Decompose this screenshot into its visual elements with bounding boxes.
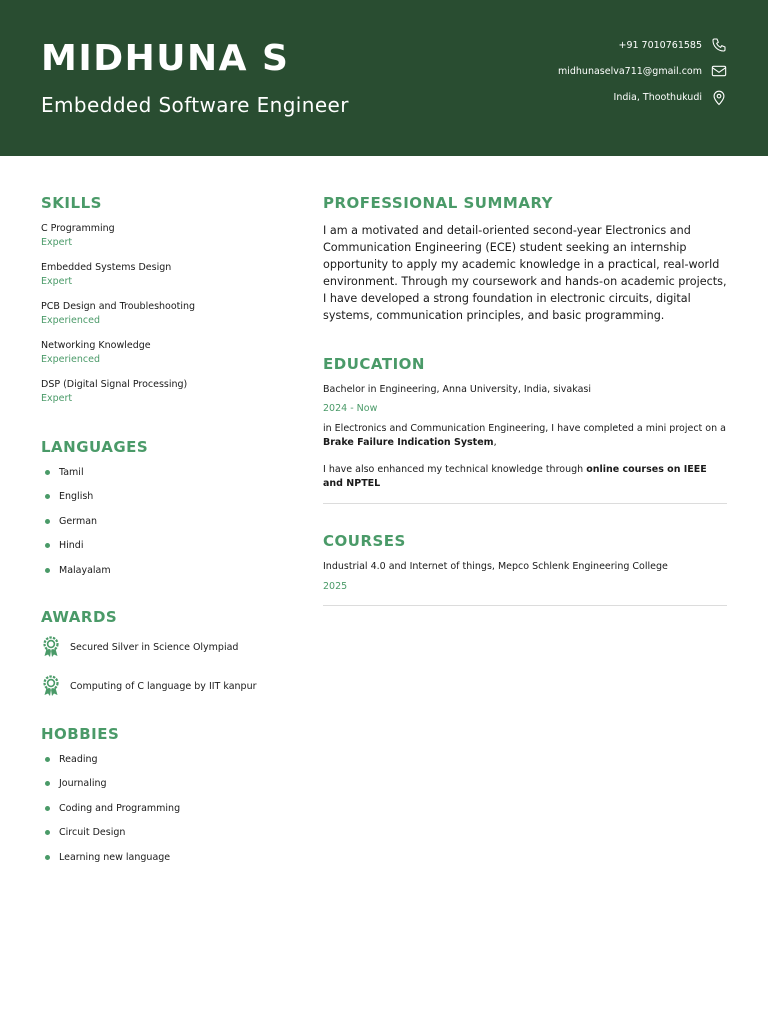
- hobby-name: Learning new language: [59, 851, 171, 863]
- skill-item: [41, 222, 115, 250]
- skill-name: C Programming: [41, 223, 115, 234]
- bullet-icon: [45, 519, 50, 524]
- skill-name: DSP (Digital Signal Processing): [41, 379, 188, 390]
- hobby-name: Circuit Design: [59, 827, 126, 839]
- bullet-icon: [45, 757, 50, 762]
- bullet-icon: [45, 568, 50, 573]
- contact-email: [558, 62, 728, 80]
- bullet-icon: [45, 830, 50, 835]
- section-divider: [323, 605, 727, 606]
- award-item: [41, 636, 238, 658]
- map-pin-icon: [710, 88, 728, 106]
- award-ribbon-icon: [41, 675, 61, 697]
- skill-level: Expert: [41, 237, 73, 248]
- education-dates: 2024 - Now: [323, 403, 378, 414]
- skill-level: Experienced: [41, 315, 101, 326]
- bullet-icon: [45, 781, 50, 786]
- list-item: [45, 772, 180, 797]
- education-description: in Electronics and Communication Engineering, I have completed a mini project on a Brake Failure Indication System,: [323, 423, 726, 448]
- email-address: midhunaselva711@gmail.com: [557, 65, 702, 77]
- mail-icon: [710, 62, 728, 80]
- list-item: [45, 796, 180, 821]
- summary-text: I am a motivated and detail-oriented second-year Electronics and Communication Engineering (ECE) student seeking an internship opportunity to apply my academic knowledge in a practical, real-world environment. Through my coursework and hands-on academic projects, I have developed a strong foundation in electronic circuits, digital systems, communication principles, and basic programming.: [323, 224, 727, 322]
- project-name: Brake Failure Indication System: [323, 437, 494, 448]
- job-title: Embedded Software Engineer: [41, 93, 349, 117]
- skill-level: Experienced: [41, 354, 101, 365]
- online-courses: online courses on IEEE and NPTEL: [323, 464, 707, 489]
- skill-level: Expert: [41, 393, 73, 404]
- skill-name: PCB Design and Troubleshooting: [41, 301, 196, 312]
- contact-phone: [558, 36, 728, 54]
- education-courses-note: I have also enhanced my technical knowledge through online courses on IEEE and NPTEL: [323, 464, 707, 489]
- phone-number: +91 7010761585: [618, 39, 702, 51]
- skill-item: [41, 378, 187, 406]
- language-name: Malayalam: [59, 564, 111, 576]
- bullet-icon: [45, 806, 50, 811]
- list-item: [45, 821, 180, 846]
- skill-name: Embedded Systems Design: [41, 262, 172, 273]
- award-item: [41, 675, 257, 697]
- list-item: [45, 845, 180, 870]
- phone-icon: [710, 36, 728, 54]
- award-text: Computing of C language by IIT kanpur: [70, 680, 257, 692]
- language-name: English: [59, 491, 94, 503]
- skill-level: Expert: [41, 276, 73, 287]
- bullet-icon: [45, 543, 50, 548]
- bullet-icon: [45, 494, 50, 499]
- languages-heading: LANGUAGES: [41, 438, 149, 456]
- hobbies-list: [45, 747, 180, 870]
- summary-heading: PROFESSIONAL SUMMARY: [323, 194, 554, 212]
- list-item: [45, 485, 111, 510]
- list-item: [45, 460, 111, 485]
- skill-item: [41, 261, 171, 289]
- list-item: [45, 747, 180, 772]
- language-name: Tamil: [59, 466, 84, 478]
- resume-header: [0, 0, 768, 156]
- contact-location: [558, 88, 728, 106]
- bullet-icon: [45, 470, 50, 475]
- hobby-name: Coding and Programming: [59, 802, 181, 814]
- location-text: India, Thoothukudi: [613, 91, 702, 103]
- bullet-icon: [45, 855, 50, 860]
- course-year: 2025: [323, 581, 348, 592]
- skill-name: Networking Knowledge: [41, 340, 151, 351]
- course-name: Industrial 4.0 and Internet of things, Mepco Schlenk Engineering College: [323, 561, 668, 572]
- list-item: [45, 558, 111, 583]
- skill-item: [41, 339, 151, 367]
- hobbies-heading: HOBBIES: [41, 725, 120, 743]
- list-item: [45, 509, 111, 534]
- award-ribbon-icon: [41, 636, 61, 658]
- hobby-name: Journaling: [59, 778, 107, 790]
- hobby-name: Reading: [59, 753, 98, 765]
- candidate-name: MIDHUNA S: [41, 38, 290, 79]
- education-degree: Bachelor in Engineering, Anna University, India, sivakasi: [323, 384, 591, 395]
- courses-heading: COURSES: [323, 532, 406, 550]
- award-text: Secured Silver in Science Olympiad: [70, 641, 239, 653]
- contact-info: [558, 36, 728, 114]
- section-divider: [323, 503, 727, 504]
- skills-heading: SKILLS: [41, 194, 102, 212]
- languages-list: [45, 460, 111, 583]
- language-name: Hindi: [59, 540, 84, 552]
- list-item: [45, 534, 111, 559]
- skill-item: [41, 300, 195, 328]
- language-name: German: [59, 515, 98, 527]
- education-heading: EDUCATION: [323, 355, 425, 373]
- awards-heading: AWARDS: [41, 608, 118, 626]
